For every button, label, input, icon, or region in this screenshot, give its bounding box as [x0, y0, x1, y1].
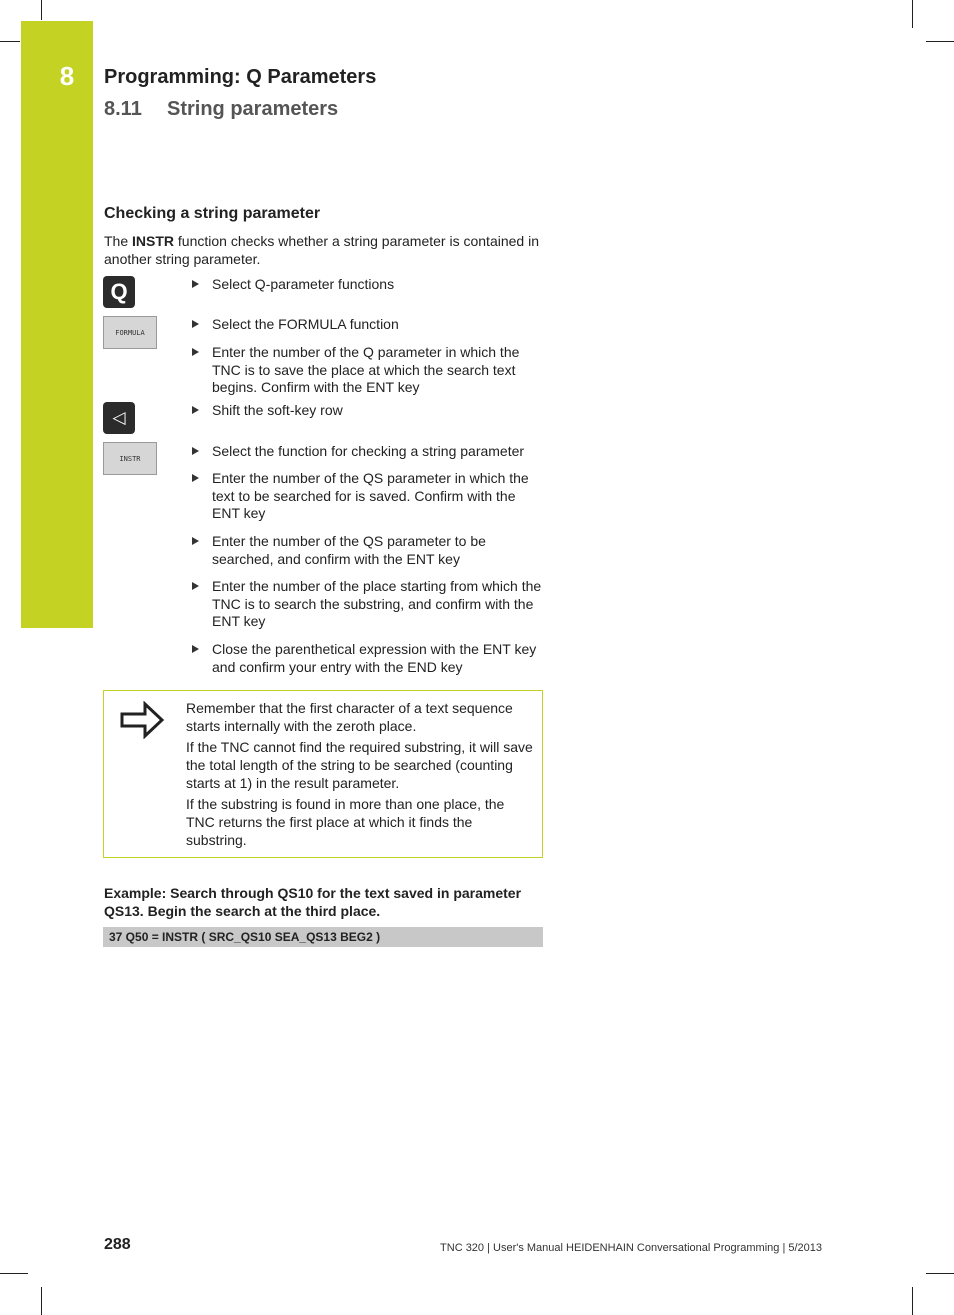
instr-softkey: INSTR	[103, 442, 157, 475]
step-item: Close the parenthetical expression with the ENT key and confirm your entry with the END key	[192, 641, 547, 676]
example-title: Example: Search through QS10 for the text saved in parameter QS13. Begin the search at the third place.	[104, 885, 522, 919]
crop-mark	[41, 1287, 42, 1315]
crop-mark	[912, 1287, 913, 1315]
note-paragraph: If the substring is found in more than one place, the TNC returns the first place at which it finds the substring.	[186, 796, 505, 848]
step-item: Shift the soft-key row	[192, 402, 547, 420]
step-item: Enter the number of the QS parameter to be searched, and confirm with the ENT key	[192, 533, 547, 568]
crop-mark	[41, 0, 42, 20]
instr-keyword: INSTR	[132, 233, 175, 249]
intro-paragraph: The INSTR function checks whether a string parameter is contained in another string parameter.	[104, 233, 539, 267]
note-box	[103, 690, 543, 858]
step-item: Select the FORMULA function	[192, 316, 547, 334]
bullet-triangle-icon	[192, 447, 199, 455]
code-line: 37 Q50 = INSTR ( SRC_QS10 SEA_QS13 BEG2 )	[103, 927, 543, 947]
step-item: Select the function for checking a string parameter	[192, 443, 547, 461]
chapter-number: 8	[59, 61, 75, 91]
crop-mark	[0, 41, 20, 42]
step-item: Enter the number of the Q parameter in which the TNC is to save the place at which the search text begins. Confirm with the ENT key	[192, 344, 547, 397]
crop-mark	[0, 1273, 28, 1274]
bullet-triangle-icon	[192, 474, 199, 482]
q-key-icon: Q	[103, 276, 135, 308]
shift-softkey-row-key-icon: ◁	[103, 402, 135, 434]
bullet-triangle-icon	[192, 406, 199, 414]
step-item: Select Q-parameter functions	[192, 276, 547, 294]
bullet-triangle-icon	[192, 280, 199, 288]
subsection-heading: Checking a string parameter	[104, 205, 321, 222]
chapter-title: Programming: Q Parameters	[104, 66, 377, 88]
step-item: Enter the number of the QS parameter in which the text to be searched for is saved. Confirm with the ENT key	[192, 470, 547, 523]
arrow-right-outline-icon	[119, 701, 165, 739]
bullet-triangle-icon	[192, 348, 199, 356]
step-item: Enter the number of the place starting from which the TNC is to search the substring, and confirm with the ENT key	[192, 578, 547, 631]
bullet-triangle-icon	[192, 645, 199, 653]
crop-mark	[912, 0, 913, 28]
bullet-triangle-icon	[192, 582, 199, 590]
note-paragraph: If the TNC cannot find the required substring, it will save the total length of the string to be searched (counting starts at 1) in the result parameter.	[186, 739, 533, 791]
chapter-tab	[21, 21, 93, 628]
crop-mark	[926, 1273, 954, 1274]
section-number: 8.11	[104, 98, 142, 120]
bullet-triangle-icon	[192, 537, 199, 545]
section-title	[104, 98, 338, 121]
page-number: 288	[104, 1236, 131, 1253]
footer-text: TNC 320 | User's Manual HEIDENHAIN Conversational Programming | 5/2013	[440, 1242, 822, 1254]
note-text	[186, 699, 536, 852]
note-paragraph: Remember that the first character of a text sequence starts internally with the zeroth place.	[186, 700, 513, 734]
bullet-triangle-icon	[192, 320, 199, 328]
crop-mark	[926, 41, 954, 42]
formula-softkey: FORMULA	[103, 316, 157, 349]
section-name: String parameters	[167, 98, 339, 120]
